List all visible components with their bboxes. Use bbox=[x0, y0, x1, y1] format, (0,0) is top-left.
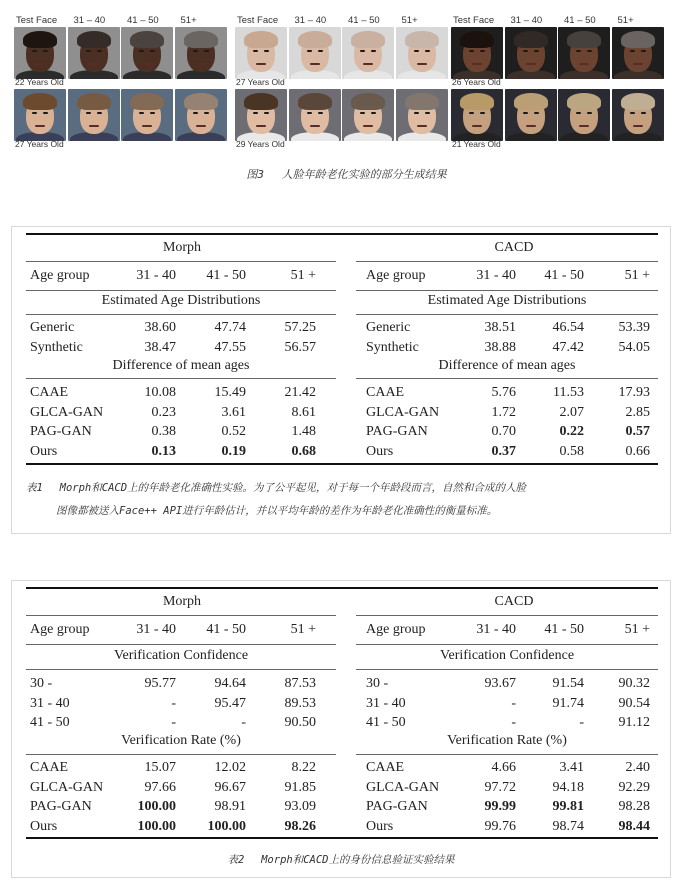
table-cell: 3.61 bbox=[221, 404, 246, 420]
row-label: Ours bbox=[30, 443, 58, 459]
row-label: GLCA-GAN bbox=[30, 779, 104, 795]
table-cell: 15.49 bbox=[214, 385, 246, 400]
col-header: 51 + bbox=[624, 622, 650, 637]
table-cell: 12.02 bbox=[214, 760, 246, 775]
section-label: Verification Rate (%) bbox=[447, 733, 567, 748]
table-cell: 98.44 bbox=[618, 818, 650, 834]
figure-column-header: 31 – 40 bbox=[73, 15, 106, 26]
table-cell: 0.22 bbox=[559, 424, 584, 439]
table-cell: 11.53 bbox=[553, 385, 584, 400]
figure-column-header: 41 – 50 bbox=[564, 15, 596, 26]
table-cell: 21.42 bbox=[284, 385, 316, 400]
col-header: 41 - 50 bbox=[544, 622, 584, 637]
table-2 bbox=[11, 580, 671, 878]
row-label: PAG-GAN bbox=[30, 799, 92, 814]
row-label: Ours bbox=[30, 818, 58, 834]
age-group-label: Age group bbox=[366, 622, 426, 637]
col-header: 31 - 40 bbox=[476, 268, 516, 283]
col-header: 41 - 50 bbox=[206, 268, 246, 283]
aged-face-image bbox=[558, 27, 610, 79]
table-cell: 4.66 bbox=[491, 760, 516, 775]
table-cell: 17.93 bbox=[618, 385, 650, 400]
table-row bbox=[12, 818, 670, 836]
table-cell: 97.66 bbox=[144, 779, 176, 795]
figure-3 bbox=[14, 10, 679, 150]
table-row bbox=[12, 319, 670, 337]
table-cell: - bbox=[171, 715, 176, 730]
table-cell: 99.81 bbox=[552, 799, 584, 814]
row-label: GLCA-GAN bbox=[30, 404, 104, 420]
section-label: Verification Rate (%) bbox=[121, 733, 241, 748]
rule bbox=[26, 378, 336, 379]
table-row bbox=[12, 443, 670, 461]
aged-face-image bbox=[289, 27, 341, 79]
table-cell: 91.12 bbox=[618, 715, 650, 730]
aged-face-image bbox=[68, 27, 120, 79]
rule bbox=[356, 314, 658, 315]
rule bbox=[356, 644, 658, 645]
table-cell: 8.22 bbox=[291, 760, 316, 775]
row-label: 30 - bbox=[366, 676, 389, 691]
table-cell: 5.76 bbox=[491, 385, 516, 400]
table-cell: 2.07 bbox=[559, 404, 584, 420]
table-cell: 10.08 bbox=[144, 385, 176, 400]
table-cell: 0.13 bbox=[151, 443, 176, 459]
test-face-image bbox=[451, 27, 503, 79]
test-face-image bbox=[14, 27, 66, 79]
bottom-rule bbox=[26, 837, 658, 839]
col-header: 31 - 40 bbox=[136, 268, 176, 283]
col-header: 41 - 50 bbox=[544, 268, 584, 283]
table-cell: 0.70 bbox=[491, 424, 516, 439]
aged-face-image bbox=[396, 27, 448, 79]
table-cell: 0.19 bbox=[221, 443, 246, 459]
table-cell: 0.66 bbox=[625, 443, 650, 459]
table-cell: 98.91 bbox=[214, 799, 246, 814]
table-cell: 38.60 bbox=[144, 320, 176, 335]
test-face-age-label: 29 Years Old bbox=[236, 139, 285, 149]
bottom-rule bbox=[26, 463, 658, 465]
aged-face-image bbox=[612, 89, 664, 141]
table-cell: 90.50 bbox=[284, 715, 316, 730]
aged-face-image bbox=[612, 27, 664, 79]
row-label: Synthetic bbox=[30, 339, 83, 355]
test-face-age-label: 21 Years Old bbox=[452, 139, 501, 149]
table-cell: 0.38 bbox=[151, 424, 176, 439]
table-cell: 87.53 bbox=[284, 676, 316, 691]
test-face-image bbox=[14, 89, 66, 141]
rule bbox=[356, 261, 658, 262]
table-row bbox=[12, 714, 670, 732]
rule bbox=[26, 644, 336, 645]
aged-face-image bbox=[175, 27, 227, 79]
table-cell: 0.23 bbox=[151, 404, 176, 420]
rule bbox=[26, 261, 336, 262]
table-1-caption-line1: 表1 Morph和CACD上的年龄老化准确性实验。为了公平起见，对于每一个年龄段而言，自然和合成的人脸 bbox=[26, 482, 527, 494]
test-face-age-label: 26 Years Old bbox=[452, 77, 501, 87]
aged-face-image bbox=[558, 89, 610, 141]
figure-column-header: 31 – 40 bbox=[510, 15, 543, 26]
table-cell: 38.51 bbox=[484, 320, 516, 335]
rule bbox=[356, 615, 658, 616]
table-cell: 56.57 bbox=[284, 339, 316, 355]
table-cell: - bbox=[579, 715, 584, 730]
row-label: PAG-GAN bbox=[366, 799, 428, 814]
table-cell: 90.32 bbox=[618, 676, 650, 691]
table-cell: 99.99 bbox=[484, 799, 516, 814]
rule bbox=[356, 754, 658, 755]
figure-column-header: Test Face bbox=[237, 15, 279, 26]
age-group-label: Age group bbox=[30, 268, 90, 283]
figure-column-header: 51+ bbox=[401, 15, 418, 26]
table-cell: 95.47 bbox=[214, 695, 246, 711]
table-cell: 100.00 bbox=[137, 818, 176, 834]
test-face-image bbox=[235, 27, 287, 79]
cacd-title: CACD bbox=[494, 594, 534, 609]
aged-face-image bbox=[342, 27, 394, 79]
table-row bbox=[12, 759, 670, 777]
table-cell: 0.68 bbox=[291, 443, 316, 459]
table-cell: 57.25 bbox=[284, 320, 316, 335]
rule bbox=[26, 615, 336, 616]
header-row bbox=[12, 267, 670, 285]
row-label: 31 - 40 bbox=[366, 695, 406, 711]
section-label: Estimated Age Distributions bbox=[101, 293, 261, 308]
row-label: GLCA-GAN bbox=[366, 779, 440, 795]
row-label: GLCA-GAN bbox=[366, 404, 440, 420]
table-cell: 0.58 bbox=[559, 443, 584, 459]
figure-column-header: 51+ bbox=[617, 15, 634, 26]
cacd-title: CACD bbox=[494, 240, 534, 255]
row-label: 41 - 50 bbox=[30, 715, 70, 730]
test-face-age-label: 27 Years Old bbox=[236, 77, 285, 87]
table-row bbox=[12, 779, 670, 797]
row-label: 41 - 50 bbox=[366, 715, 406, 730]
table-cell: 53.39 bbox=[618, 320, 650, 335]
rule bbox=[26, 290, 336, 291]
row-label: CAAE bbox=[30, 760, 69, 775]
table-cell: 38.47 bbox=[144, 339, 176, 355]
table-cell: 97.72 bbox=[484, 779, 516, 795]
table-cell: - bbox=[511, 715, 516, 730]
aged-face-image bbox=[68, 89, 120, 141]
table-cell: 100.00 bbox=[137, 799, 176, 814]
row-label: Ours bbox=[366, 818, 394, 834]
header-row bbox=[12, 621, 670, 639]
aged-face-image bbox=[505, 89, 557, 141]
table-cell: 96.67 bbox=[214, 779, 246, 795]
section-label: Difference of mean ages bbox=[438, 358, 576, 373]
table-row bbox=[12, 423, 670, 441]
table-row bbox=[12, 675, 670, 693]
table-cell: - bbox=[171, 695, 176, 711]
rule bbox=[26, 669, 336, 670]
figure-column-header: Test Face bbox=[16, 15, 58, 26]
age-group-label: Age group bbox=[30, 622, 90, 637]
col-header: 31 - 40 bbox=[136, 622, 176, 637]
table-cell: 98.74 bbox=[552, 818, 584, 834]
table-cell: 54.05 bbox=[618, 339, 650, 355]
test-face-age-label: 22 Years Old bbox=[15, 77, 64, 87]
rule bbox=[356, 290, 658, 291]
table-cell: 47.55 bbox=[214, 339, 246, 355]
table-row bbox=[12, 384, 670, 402]
aged-face-image bbox=[396, 89, 448, 141]
col-header: 51 + bbox=[624, 268, 650, 283]
rule bbox=[26, 754, 336, 755]
row-label: Synthetic bbox=[366, 339, 419, 355]
figure-column-header: Test Face bbox=[453, 15, 495, 26]
row-label: CAAE bbox=[30, 385, 69, 400]
aged-face-image bbox=[342, 89, 394, 141]
table-cell: 0.57 bbox=[625, 424, 650, 439]
table-row bbox=[12, 404, 670, 422]
table-cell: 94.18 bbox=[552, 779, 584, 795]
test-face-image bbox=[235, 89, 287, 141]
rule bbox=[356, 669, 658, 670]
row-label: Ours bbox=[366, 443, 394, 459]
table-cell: 93.67 bbox=[484, 676, 516, 691]
table-cell: 1.72 bbox=[491, 404, 516, 420]
row-label: 31 - 40 bbox=[30, 695, 70, 711]
col-header: 41 - 50 bbox=[206, 622, 246, 637]
row-label: Generic bbox=[30, 320, 75, 335]
table-cell: 95.77 bbox=[144, 676, 176, 691]
table-cell: 3.41 bbox=[559, 760, 584, 775]
rule bbox=[26, 314, 336, 315]
row-label: Generic bbox=[366, 320, 411, 335]
aged-face-image bbox=[121, 89, 173, 141]
col-header: 51 + bbox=[290, 622, 316, 637]
table-cell: 2.85 bbox=[625, 404, 650, 420]
figure-column-header: 51+ bbox=[180, 15, 197, 26]
aged-face-image bbox=[505, 27, 557, 79]
aged-face-image bbox=[289, 89, 341, 141]
row-label: CAAE bbox=[366, 385, 405, 400]
table-cell: 46.54 bbox=[552, 320, 584, 335]
table-cell: 98.28 bbox=[618, 799, 650, 814]
test-face-image bbox=[451, 89, 503, 141]
table-1-caption-line2: 图像都被送入Face++ API进行年龄估计，并以平均年龄的差作为年龄老化准确性的衡量标准。 bbox=[56, 505, 498, 517]
table-2-caption: 表2 Morph和CACD上的身份信息验证实验结果 bbox=[227, 854, 455, 866]
table-1 bbox=[11, 226, 671, 534]
table-cell: 38.88 bbox=[484, 339, 516, 355]
row-label: CAAE bbox=[366, 760, 405, 775]
table-row bbox=[12, 339, 670, 357]
table-cell: 90.54 bbox=[618, 695, 650, 711]
row-label: PAG-GAN bbox=[366, 424, 428, 439]
test-face-age-label: 27 Years Old bbox=[15, 139, 64, 149]
morph-title: Morph bbox=[162, 240, 202, 255]
top-rule bbox=[26, 587, 658, 589]
morph-title: Morph bbox=[162, 594, 202, 609]
table-cell: 1.48 bbox=[291, 424, 316, 439]
table-cell: 47.42 bbox=[552, 339, 584, 355]
age-group-label: Age group bbox=[366, 268, 426, 283]
table-cell: 98.26 bbox=[284, 818, 316, 834]
table-cell: - bbox=[241, 715, 246, 730]
table-cell: 91.74 bbox=[552, 695, 584, 711]
figure-column-header: 41 – 50 bbox=[348, 15, 380, 26]
col-header: 51 + bbox=[290, 268, 316, 283]
table-row bbox=[12, 798, 670, 816]
section-label: Estimated Age Distributions bbox=[427, 293, 587, 308]
table-cell: 94.64 bbox=[214, 676, 246, 691]
table-cell: 93.09 bbox=[284, 799, 316, 814]
figure-caption: 图3 人脸年龄老化实验的部分生成结果 bbox=[246, 168, 447, 181]
section-label: Verification Confidence bbox=[439, 648, 575, 663]
table-cell: - bbox=[511, 695, 516, 711]
section-label: Verification Confidence bbox=[113, 648, 249, 663]
rule bbox=[356, 378, 658, 379]
table-cell: 89.53 bbox=[284, 695, 316, 711]
table-cell: 2.40 bbox=[625, 760, 650, 775]
aged-face-image bbox=[121, 27, 173, 79]
table-cell: 47.74 bbox=[214, 320, 246, 335]
table-cell: 15.07 bbox=[144, 760, 176, 775]
table-row bbox=[12, 695, 670, 713]
table-cell: 92.29 bbox=[618, 779, 650, 795]
table-cell: 100.00 bbox=[207, 818, 246, 834]
figure-column-header: 41 – 50 bbox=[127, 15, 159, 26]
row-label: PAG-GAN bbox=[30, 424, 92, 439]
top-rule bbox=[26, 233, 658, 235]
table-cell: 0.37 bbox=[491, 443, 516, 459]
figure-column-header: 31 – 40 bbox=[294, 15, 327, 26]
table-cell: 91.54 bbox=[552, 676, 584, 691]
table-cell: 99.76 bbox=[484, 818, 516, 834]
table-cell: 0.52 bbox=[221, 424, 246, 439]
aged-face-image bbox=[175, 89, 227, 141]
table-cell: 91.85 bbox=[284, 779, 316, 795]
section-label: Difference of mean ages bbox=[112, 358, 250, 373]
row-label: 30 - bbox=[30, 676, 53, 691]
col-header: 31 - 40 bbox=[476, 622, 516, 637]
table-cell: 8.61 bbox=[291, 404, 316, 420]
